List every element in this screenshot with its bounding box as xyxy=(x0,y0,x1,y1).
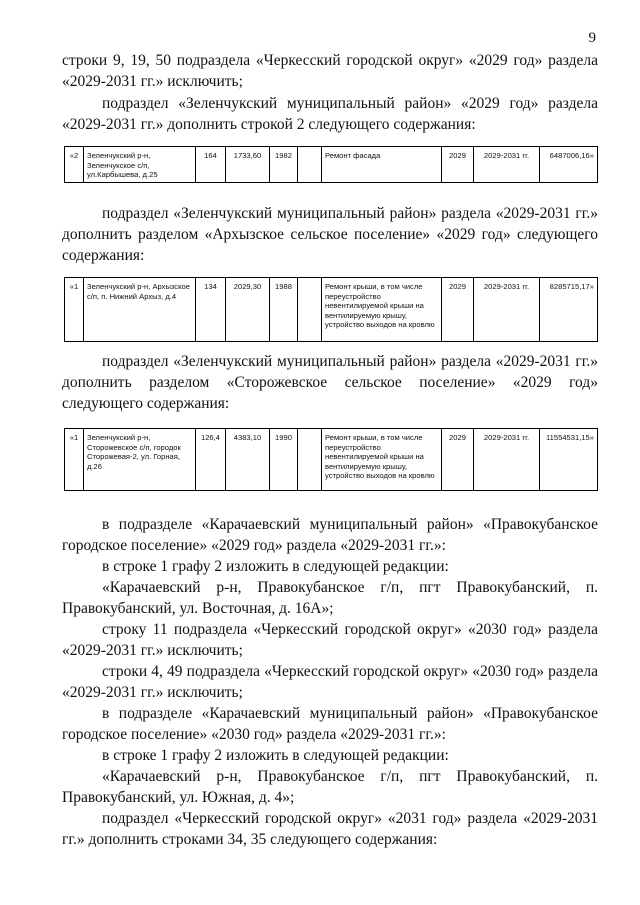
cell-work-type: Ремонт крыши, в том числе переустройство невентилируемой крыши на вентилируемую крышу, устройство выходов на кровлю xyxy=(322,278,442,342)
cell-row-number: «2 xyxy=(65,147,84,183)
cell-work-type: Ремонт крыши, в том числе переустройство невентилируемой крыши на вентилируемую крышу, устройство выходов на кровлю xyxy=(322,429,442,491)
cell-empty xyxy=(298,278,322,342)
cell-area: 4383,10 xyxy=(226,429,270,491)
paragraph-add-storozhevsk-section: подраздел «Зеленчукский муниципальный район» раздела «2029-2031 гг.» дополнить разделом «Сторожевское сельское поселение» «2029 год» следующего содержания: xyxy=(62,353,598,412)
cell-address: Зеленчукский р-н, Зеленчукское с/п, ул.Карбышева, д.25 xyxy=(84,147,196,183)
cell-col-3: 164 xyxy=(196,147,226,183)
cell-cost: 8285715,17» xyxy=(540,278,598,342)
cell-year: 1982 xyxy=(270,147,298,183)
paragraph-add-row-2: подраздел «Зеленчукский муниципальный район» «2029 год» раздела «2029-2031 гг.» дополнить строкой 2 следующего содержания: xyxy=(62,95,598,133)
cell-period: 2029-2031 гг. xyxy=(474,429,540,491)
table-row-arkhyz-1 xyxy=(64,277,598,342)
cell-year: 1988 xyxy=(270,278,298,342)
paragraph-row1-col2-2030: в строке 1 графу 2 изложить в следующей редакции: xyxy=(102,747,449,764)
paragraph-exclude-rows-4-49-2030: строки 4, 49 подраздела «Черкесский городской округ» «2030 год» раздела «2029-2031 гг.» исключить; xyxy=(62,663,598,701)
cell-row-number: «1 xyxy=(65,429,84,491)
page-number: 9 xyxy=(588,30,596,46)
cell-plan-year: 2029 xyxy=(442,147,474,183)
cell-empty xyxy=(298,429,322,491)
paragraph-address-vostochnaya: «Карачаевский р-н, Правокубанское г/п, пгт Правокубанский, п. Правокубанский, ул. Восточная, д. 16А»; xyxy=(62,579,598,617)
cell-address: Зеленчукский р-н, Сторожевское с/п, городок Сторожевая-2, ул. Горная, д.26 xyxy=(84,429,196,491)
cell-cost: 11554531,15» xyxy=(540,429,598,491)
cell-year: 1990 xyxy=(270,429,298,491)
cell-cost: 6487006,16» xyxy=(540,147,598,183)
cell-address: Зеленчукский р-н, Архызское с/п, п. Нижний Архыз, д.4 xyxy=(84,278,196,342)
paragraph-karachaevsk-2029-intro: в подразделе «Карачаевский муниципальный район» «Правокубанское городское поселение» «2029 год» раздела «2029-2031 гг.»: xyxy=(62,516,598,554)
table-row-storozhevsk-1 xyxy=(64,428,598,491)
cell-area: 2029,30 xyxy=(226,278,270,342)
paragraph-karachaevsk-2030-intro: в подразделе «Карачаевский муниципальный район» «Правокубанское городское поселение» «2030 год» раздела «2029-2031 гг.»: xyxy=(62,705,598,743)
paragraph-exclude-row-11-2030: строку 11 подраздела «Черкесский городской округ» «2030 год» раздела «2029-2031 гг.» исключить; xyxy=(62,621,598,659)
cell-period: 2029-2031 гг. xyxy=(474,278,540,342)
cell-work-type: Ремонт фасада xyxy=(322,147,442,183)
cell-period: 2029-2031 гг. xyxy=(474,147,540,183)
table-row-zelenchuk-2 xyxy=(64,146,598,183)
cell-row-number: «1 xyxy=(65,278,84,342)
cell-col-3: 134 xyxy=(196,278,226,342)
paragraph-exclude-rows-2029: строки 9, 19, 50 подраздела «Черкесский городской округ» «2029 год» раздела «2029-2031 гг.» исключить; xyxy=(62,52,598,90)
paragraph-address-yuzhnaya: «Карачаевский р-н, Правокубанское г/п, пгт Правокубанский, п. Правокубанский, ул. Южная, д. 4»; xyxy=(62,768,598,806)
paragraph-row1-col2-2029: в строке 1 графу 2 изложить в следующей редакции: xyxy=(102,558,449,575)
cell-area: 1733,60 xyxy=(226,147,270,183)
paragraph-add-rows-34-35-2031: подраздел «Черкесский городской округ» «2031 год» раздела «2029-2031 гг.» дополнить строками 34, 35 следующего содержания: xyxy=(62,810,598,848)
cell-plan-year: 2029 xyxy=(442,278,474,342)
cell-plan-year: 2029 xyxy=(442,429,474,491)
cell-col-3: 126,4 xyxy=(196,429,226,491)
paragraph-add-arkhyz-section: подраздел «Зеленчукский муниципальный район» раздела «2029-2031 гг.» дополнить разделом «Архызское сельское поселение» «2029 год» следующего содержания: xyxy=(62,205,598,264)
cell-empty xyxy=(298,147,322,183)
